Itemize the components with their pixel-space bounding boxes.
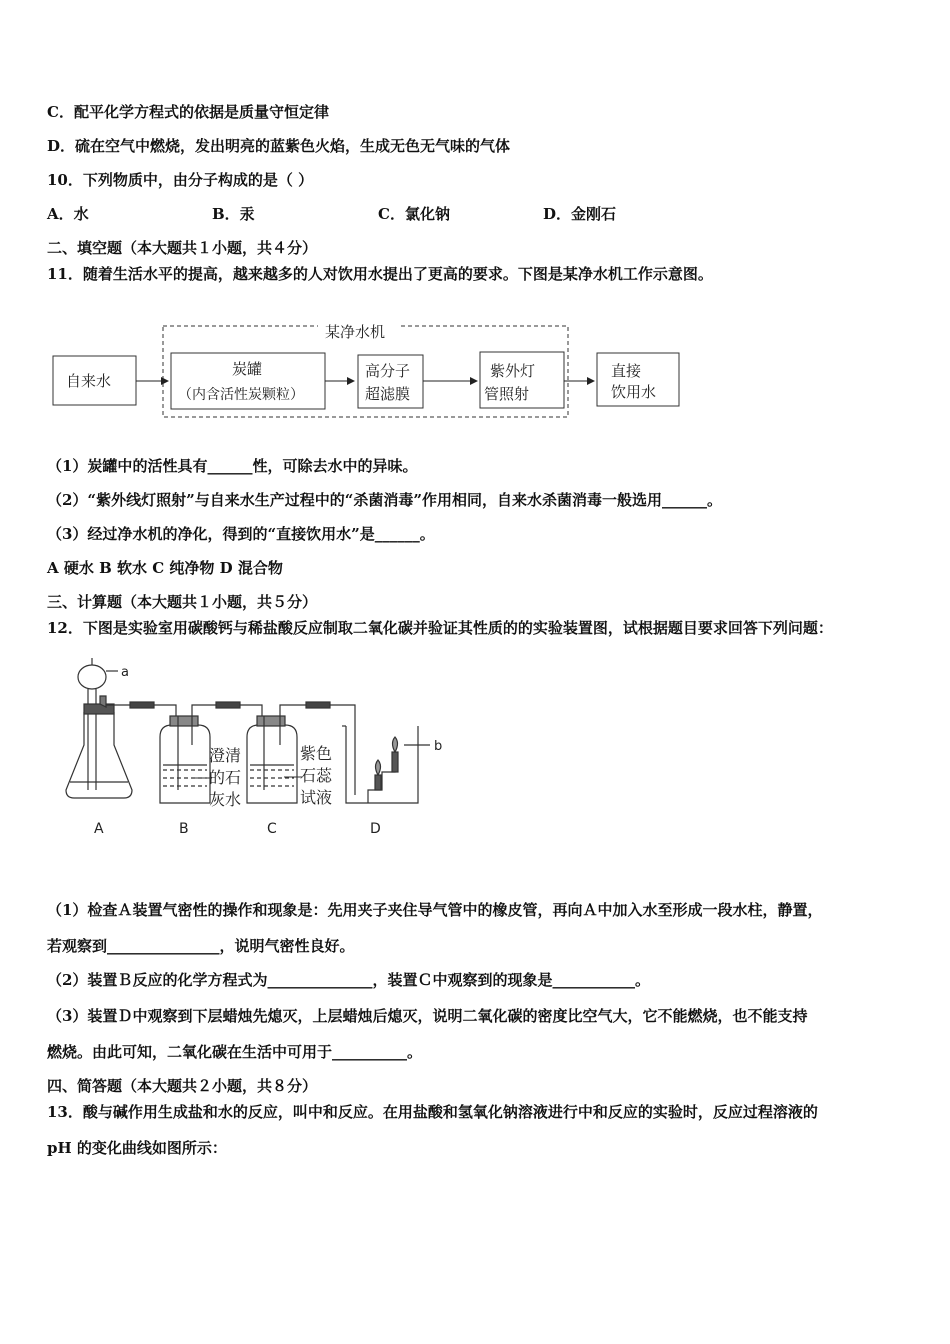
label-b: b [434,739,443,754]
label-a: a [121,665,129,680]
question-12: 12．下图是实验室用碳酸钙与稀盐酸反应制取二氧化碳并验证其性质的的实验装置图，试根据题目要求回答下列问题： [47,619,833,637]
purifier-title: 某净水机 [325,323,386,341]
q11-part-3: （3）经过净水机的净化，得到的“直接饮用水”是______。 [47,525,435,543]
drinking-water-label-1: 直接 [611,362,642,380]
bottle-b-text-2: 的石 [209,768,242,787]
q10-option-a: A．水 [47,205,89,223]
caption-b: B [179,821,189,837]
carbon-tank-label: 炭罐 [232,360,263,378]
bottle-b-text-3: 灰水 [209,790,242,809]
section-4-heading: 四、简答题（本大题共２小题，共８分） [47,1077,318,1095]
option-d-line: D．硫在空气中燃烧，发出明亮的蓝紫色火焰，生成无色无气味的气体 [47,137,511,155]
bottle-c-text-3: 试液 [300,788,333,807]
question-13b: pH 的变化曲线如图所示： [47,1139,227,1157]
q12-part-3a: （3）装置Ｄ中观察到下层蜡烛先熄灭，上层蜡烛后熄灭，说明二氧化碳的密度比空气大，它不能燃烧，也不能支持 [47,1007,808,1025]
caption-c: C [267,821,277,837]
q11-part-2: （2）“紫外线灯照射”与自来水生产过程中的“杀菌消毒”作用相同，自来水杀菌消毒一般选用______。 [47,491,722,509]
question-10: 10．下列物质中，由分子构成的是（ ） [47,171,314,189]
beaker-d [346,726,418,803]
bottle-b [160,725,210,803]
section-2-heading: 二、填空题（本大题共１小题，共４分） [47,239,318,257]
q12-part-3b: 燃烧。由此可知，二氧化碳在生活中可用于__________。 [47,1043,423,1061]
uv-lamp-label-2: 管照射 [484,385,530,403]
bottle-b-text-1: 澄清 [209,746,242,765]
caption-d: D [370,821,381,837]
bottle-c-text-2: 石蕊 [300,766,333,785]
question-11: 11．随着生活水平的提高，越来越多的人对饮用水提出了更高的要求。下图是某净水机工作示意图。 [47,265,713,283]
q11-options: A 硬水 B 软水 C 纯净物 D 混合物 [47,559,283,577]
drinking-water-label-2: 饮用水 [611,383,657,401]
q10-option-b: B．汞 [212,205,255,223]
carbon-tank-note: （内含活性炭颗粒） [178,387,304,403]
q11-part-1: （1）炭罐中的活性具有______性，可除去水中的异味。 [47,457,418,475]
uv-lamp-label-1: 紫外灯 [490,362,536,380]
bottle-c [247,725,297,803]
q12-part-1a: （1）检查Ａ装置气密性的操作和现象是：先用夹子夹住导气管中的橡皮管，再向Ａ中加入水至形成一段水柱，静置， [47,901,823,919]
conical-flask [66,712,132,798]
question-13a: 13．酸与碱作用生成盐和水的反应，叫中和反应。在用盐酸和氢氧化钠溶液进行中和反应的实验时，反应过程溶液的 [47,1103,818,1121]
membrane-label-2: 超滤膜 [365,385,411,403]
membrane-label-1: 高分子 [365,362,411,380]
bottle-c-text-1: 紫色 [300,744,333,763]
q10-option-c: C．氯化钠 [378,205,450,223]
q12-part-1b: 若观察到_______________，说明气密性良好。 [47,937,355,955]
q12-part-2: （2）装置Ｂ反应的化学方程式为______________，装置Ｃ中观察到的现象是___________。 [47,971,650,989]
funnel-bulb [78,665,106,689]
caption-a: A [94,821,104,837]
option-c-line: C．配平化学方程式的依据是质量守恒定律 [47,103,329,121]
tap-water-label: 自来水 [66,372,112,390]
section-3-heading: 三、计算题（本大题共１小题，共５分） [47,593,318,611]
q10-option-d: D．金刚石 [543,205,617,223]
